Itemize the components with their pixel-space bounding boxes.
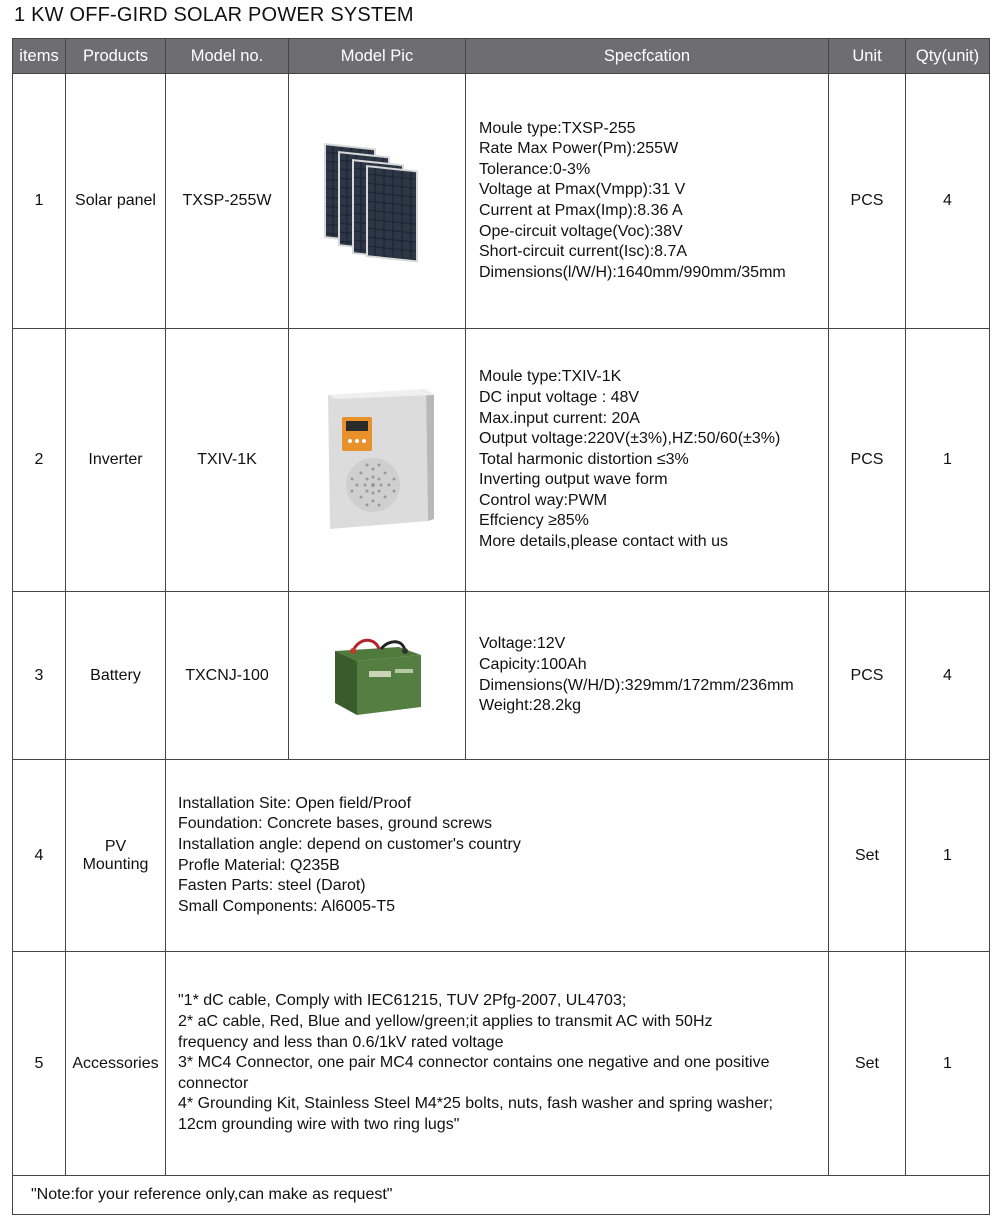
- spec-line: "1* dC cable, Comply with IEC61215, TUV 2Pfg-2007, UL4703;: [178, 992, 627, 1010]
- spec-line: Ope-circuit voltage(Voc):38V: [479, 222, 683, 240]
- qty-cell: 4: [906, 592, 990, 760]
- qty-cell: 1: [906, 760, 990, 952]
- unit-cell: PCS: [829, 592, 906, 760]
- spec-line: 3* MC4 Connector, one pair MC4 connector contains one negative and one positive: [178, 1054, 770, 1072]
- item-number: 2: [13, 329, 66, 592]
- item-number: 4: [13, 760, 66, 952]
- page-title: 1 KW OFF-GIRD SOLAR POWER SYSTEM: [14, 4, 414, 26]
- table-row: [13, 592, 990, 760]
- spec-line: Moule type:TXIV-1K: [479, 368, 622, 386]
- spec-line: Rate Max Power(Pm):255W: [479, 140, 679, 158]
- unit-cell: PCS: [829, 74, 906, 329]
- spec-line: Inverting output wave form: [479, 471, 668, 489]
- spec-line: Profle Material: Q235B: [178, 856, 340, 874]
- spec-line: Installation Site: Open field/Proof: [178, 794, 412, 812]
- table-row: [13, 760, 990, 952]
- product-name: Battery: [66, 592, 166, 760]
- header-model-pic: Model Pic: [289, 39, 466, 74]
- header-specification: Specfcation: [466, 39, 829, 74]
- spec-line: Fasten Parts: steel (Darot): [178, 877, 366, 895]
- unit-cell: PCS: [829, 329, 906, 592]
- model-pic-cell: [289, 592, 466, 760]
- specification-cell: [166, 760, 829, 952]
- spec-line: Output voltage:220V(±3%),HZ:50/60(±3%): [479, 430, 781, 448]
- table-row: [13, 329, 990, 592]
- spec-line: 4* Grounding Kit, Stainless Steel M4*25 bolts, nuts, fash washer and spring washer;: [178, 1095, 773, 1113]
- model-number: TXCNJ-100: [166, 592, 289, 760]
- product-table: [12, 38, 990, 1215]
- specification-cell: [466, 329, 829, 592]
- spec-line: 12cm grounding wire with two ring lugs": [178, 1115, 460, 1133]
- battery-image: [329, 633, 425, 719]
- spec-line: More details,please contact with us: [479, 533, 729, 551]
- product-name: Inverter: [66, 329, 166, 592]
- spec-line: Current at Pmax(Imp):8.36 A: [479, 202, 683, 219]
- header-unit: Unit: [829, 39, 906, 74]
- header-products: Products: [66, 39, 166, 74]
- spec-line: Dimensions(l/W/H):1640mm/990mm/35mm: [479, 263, 786, 281]
- spec-line: Moule type:TXSP-255: [479, 119, 636, 137]
- header-qty: Qty(unit): [906, 39, 990, 74]
- specification-cell: [166, 952, 829, 1176]
- product-name: Solar panel: [66, 74, 166, 329]
- spec-line: Short-circuit current(Isc):8.7A: [479, 243, 688, 261]
- spec-line: Small Components: Al6005-T5: [178, 897, 395, 915]
- spec-line: Voltage at Pmax(Vmpp):31 V: [479, 181, 686, 199]
- spec-line: Total harmonic distortion ≤3%: [479, 450, 689, 468]
- note-text: "Note:for your reference only,can make as request": [13, 1176, 990, 1215]
- model-number: TXIV-1K: [166, 329, 289, 592]
- spec-line: Capicity:100Ah: [479, 655, 587, 673]
- header-model-no: Model no.: [166, 39, 289, 74]
- header-items: items: [13, 39, 66, 74]
- specification-cell: [466, 592, 829, 760]
- spec-line: frequency and less than 0.6/1kV rated voltage: [178, 1033, 504, 1051]
- model-pic-cell: [289, 74, 466, 329]
- product-name-line: PV: [104, 837, 127, 855]
- unit-cell: Set: [829, 760, 906, 952]
- spec-line: Voltage:12V: [479, 635, 566, 653]
- item-number: 3: [13, 592, 66, 760]
- qty-cell: 4: [906, 74, 990, 329]
- product-name-line: Mounting: [82, 855, 149, 873]
- spec-line: Installation angle: depend on customer's country: [178, 835, 521, 853]
- inverter-image: [318, 387, 436, 533]
- model-pic-cell: [289, 329, 466, 592]
- spec-line: Weight:28.2kg: [479, 697, 581, 715]
- specification-cell: [466, 74, 829, 329]
- spec-line: 2* aC cable, Red, Blue and yellow/green;it applies to transmit AC with 50Hz: [178, 1013, 713, 1031]
- item-number: 5: [13, 952, 66, 1176]
- solar-panel-image: [322, 139, 432, 264]
- item-number: 1: [13, 74, 66, 329]
- unit-cell: Set: [829, 952, 906, 1176]
- spec-line: Effciency ≥85%: [479, 512, 589, 530]
- product-name: Accessories: [66, 952, 166, 1176]
- model-number: TXSP-255W: [166, 74, 289, 329]
- note-row: [13, 1176, 990, 1215]
- spec-line: Dimensions(W/H/D):329mm/172mm/236mm: [479, 676, 794, 694]
- spec-line: Max.input current: 20A: [479, 409, 640, 427]
- spec-line: Control way:PWM: [479, 491, 608, 509]
- table-row: [13, 74, 990, 329]
- spec-line: Tolerance:0-3%: [479, 160, 591, 178]
- qty-cell: 1: [906, 329, 990, 592]
- spec-line: connector: [178, 1074, 249, 1092]
- spec-line: Foundation: Concrete bases, ground screws: [178, 815, 492, 833]
- header-row: [13, 39, 990, 74]
- qty-cell: 1: [906, 952, 990, 1176]
- table-row: [13, 952, 990, 1176]
- spec-line: DC input voltage : 48V: [479, 388, 640, 406]
- product-name: [66, 760, 166, 952]
